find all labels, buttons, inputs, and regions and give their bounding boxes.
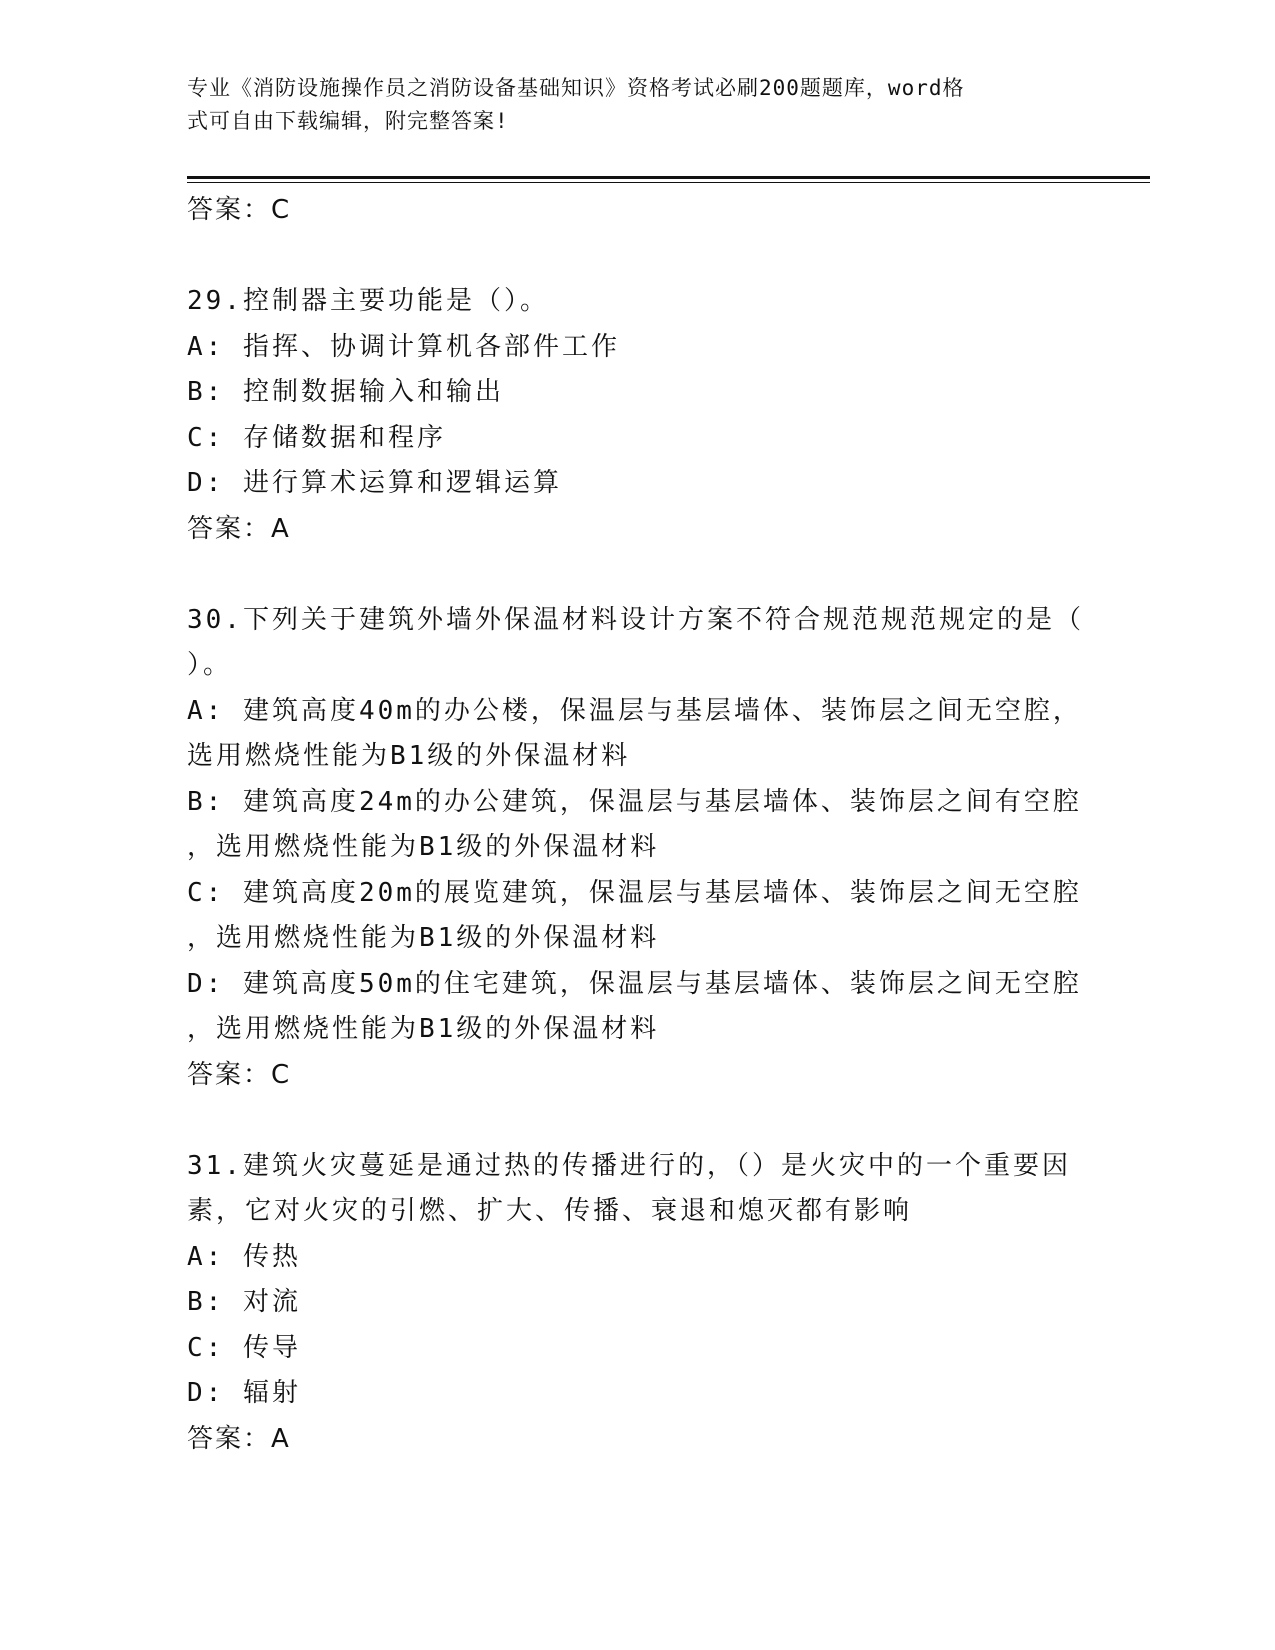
answer-line: 答案：A xyxy=(187,513,291,544)
document-header xyxy=(187,72,1067,138)
spacer xyxy=(187,234,1087,280)
question-stem: 30.下列关于建筑外墙外保温材料设计方案不符合规范规范规定的是（ xyxy=(187,604,1084,635)
header-divider-thick xyxy=(187,176,1150,179)
spacer xyxy=(187,552,1087,598)
question-stem-continued: ）。 xyxy=(187,650,233,680)
question-block xyxy=(187,598,1087,1099)
option-c-continued: ，选用燃烧性能为B1级的外保温材料 xyxy=(187,923,660,953)
option-c: C: 存储数据和程序 xyxy=(187,422,446,453)
header-line-2: 式可自由下载编辑，附完整答案! xyxy=(187,109,509,133)
option-a: A: 传热 xyxy=(187,1241,301,1272)
question-stem: 29.控制器主要功能是（）。 xyxy=(187,286,549,316)
question-list xyxy=(187,188,1087,1462)
option-d: D: 辐射 xyxy=(187,1378,301,1408)
option-d: D: 进行算术运算和逻辑运算 xyxy=(187,468,562,498)
question-stem: 31.建筑火灾蔓延是通过热的传播进行的，（）是火灾中的一个重要因 xyxy=(187,1150,1071,1181)
option-a: A: 指挥、协调计算机各部件工作 xyxy=(187,331,620,362)
option-c: C: 建筑高度20m的展览建筑，保温层与基层墙体、装饰层之间无空腔 xyxy=(187,877,1082,908)
answer-line: 答案：A xyxy=(187,1423,291,1454)
option-a: A: 建筑高度40m的办公楼，保温层与基层墙体、装饰层之间无空腔， xyxy=(187,695,1082,726)
option-a-continued: 选用燃烧性能为B1级的外保温材料 xyxy=(187,741,631,771)
question-stem-continued: 素，它对火灾的引燃、扩大、传播、衰退和熄灭都有影响 xyxy=(187,1196,913,1226)
option-c: C: 传导 xyxy=(187,1332,301,1363)
header-line-1: 专业《消防设施操作员之消防设备基础知识》资格考试必刷200题题库，word格 xyxy=(187,76,965,100)
option-d-continued: ，选用燃烧性能为B1级的外保温材料 xyxy=(187,1014,660,1044)
option-b: B: 建筑高度24m的办公建筑，保温层与基层墙体、装饰层之间有空腔 xyxy=(187,786,1082,817)
answer-line: 答案：C xyxy=(187,1059,292,1090)
previous-answer: 答案：C xyxy=(187,195,292,225)
option-b-continued: ，选用燃烧性能为B1级的外保温材料 xyxy=(187,832,660,862)
question-block xyxy=(187,1144,1087,1463)
header-divider-thin xyxy=(187,182,1150,183)
spacer xyxy=(187,1098,1087,1144)
option-d: D: 建筑高度50m的住宅建筑，保温层与基层墙体、装饰层之间无空腔 xyxy=(187,968,1082,999)
option-b: B: 对流 xyxy=(187,1287,301,1317)
option-b: B: 控制数据输入和输出 xyxy=(187,377,504,407)
question-block xyxy=(187,279,1087,552)
